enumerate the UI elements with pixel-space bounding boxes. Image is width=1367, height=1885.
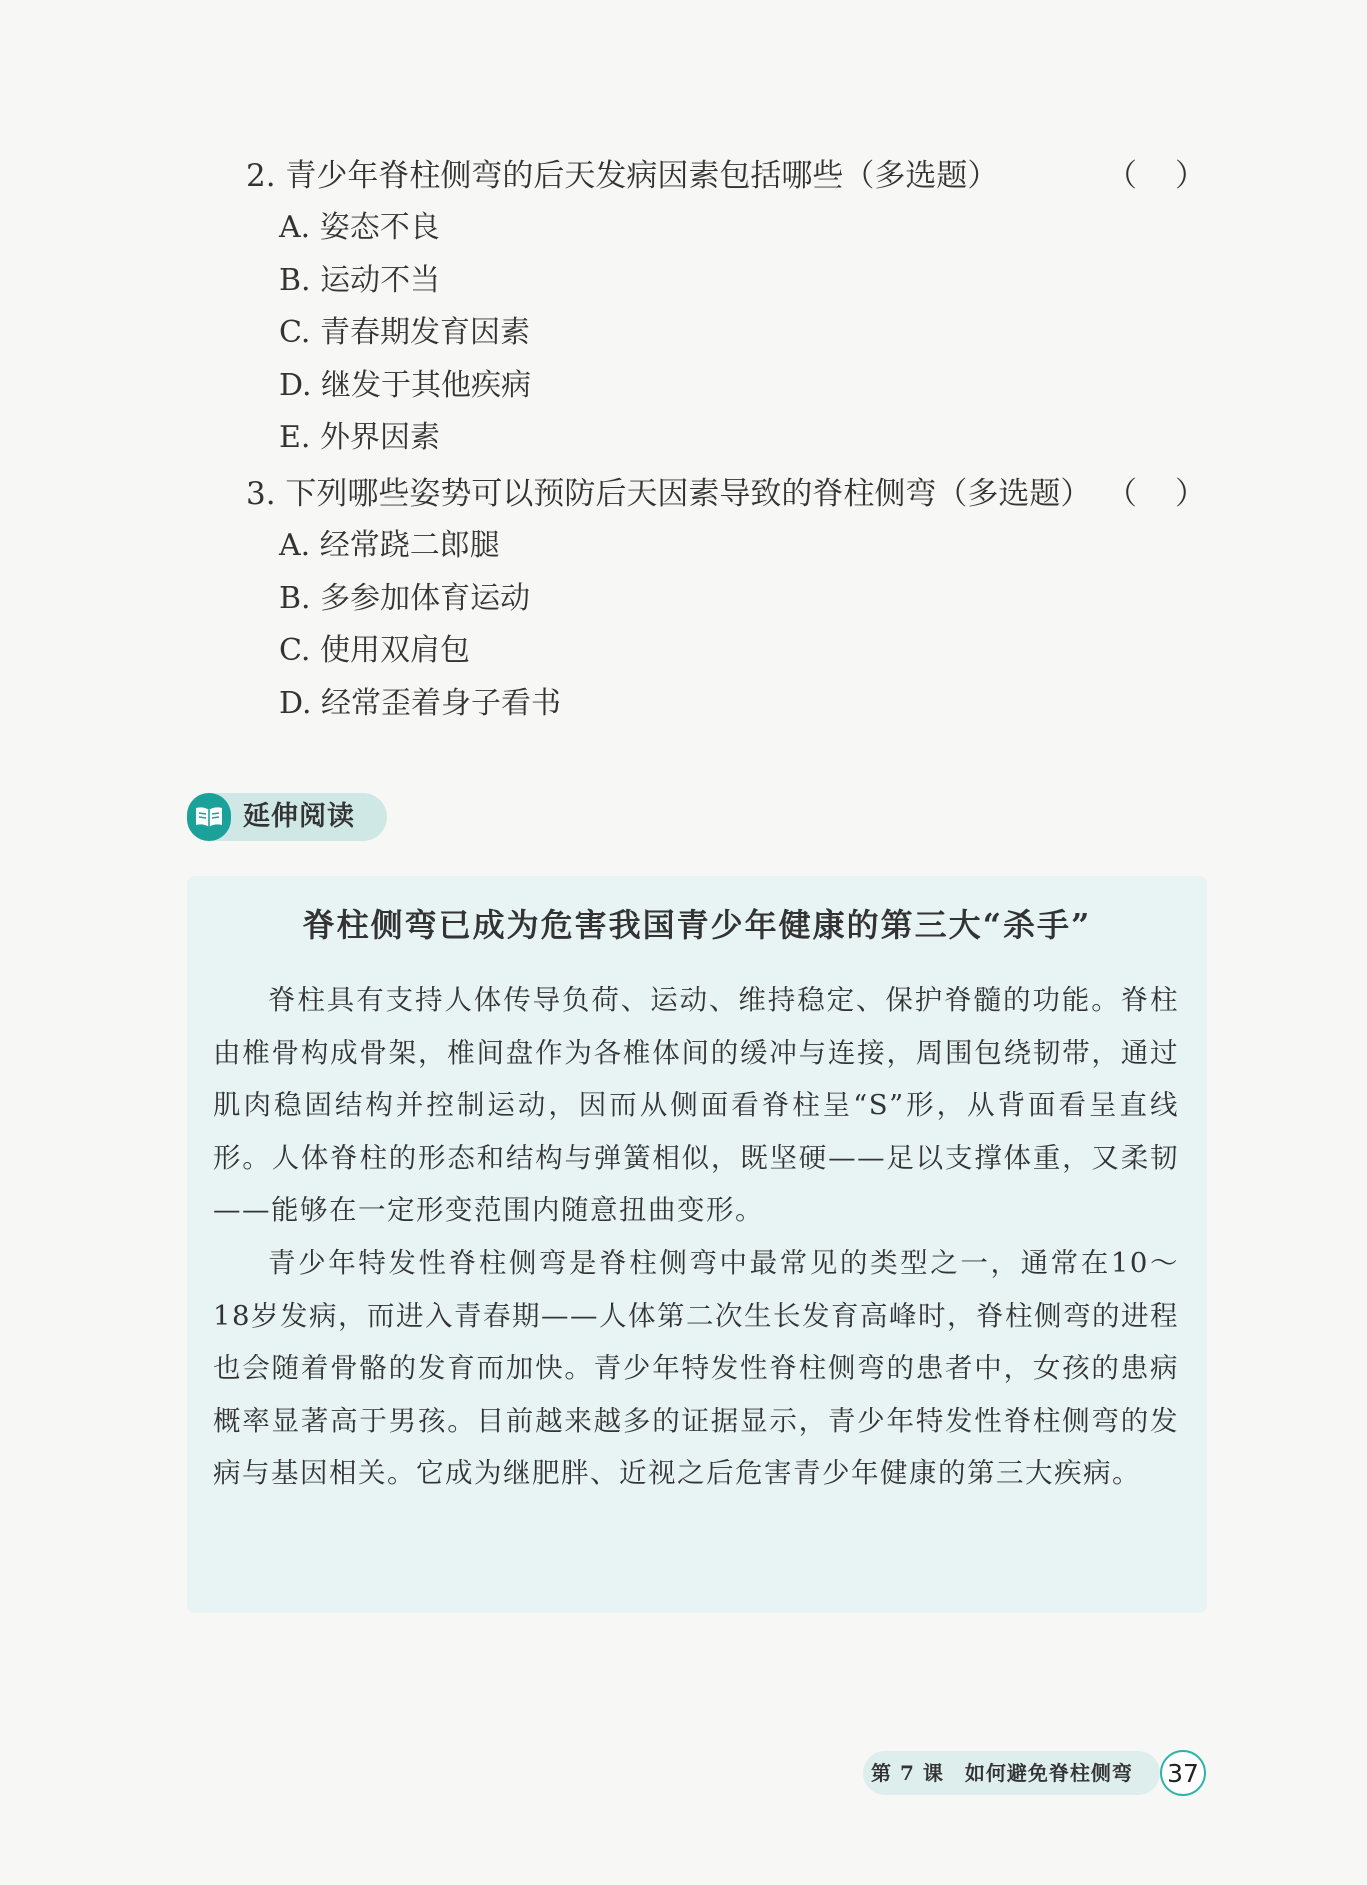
- open-book-icon: [187, 793, 231, 841]
- option-a: A. 姿态不良: [279, 210, 440, 245]
- page-number: 37: [1160, 1750, 1206, 1796]
- extended-reading-badge: [187, 793, 387, 841]
- option-c: C. 青春期发育因素: [279, 315, 530, 350]
- option-d: D. 经常歪着身子看书: [279, 685, 562, 721]
- question-3: [246, 468, 1206, 730]
- question-stem: [246, 150, 1206, 202]
- option-a: A. 经常跷二郎腿: [279, 528, 500, 563]
- option-c: C. 使用双肩包: [279, 633, 470, 668]
- option-b: B. 运动不当: [279, 262, 441, 298]
- answer-blank-open: （: [1106, 158, 1137, 194]
- option-e: E. 外界因素: [279, 420, 440, 455]
- reading-paragraph: 脊柱具有支持人体传导负荷、运动、维持稳定、保护脊髓的功能。脊柱由椎骨构成骨架，椎间盘作为各椎体间的缓冲与连接，周围包绕韧带，通过肌肉稳固结构并控制运动，因而从侧面看脊柱呈“S”形，从背面看呈直线形。人体脊柱的形态和结构与弹簧相似，既坚硬——足以支撑体重，又柔韧——能够在一定形变范围内随意扭曲变形。: [213, 984, 1179, 1227]
- reading-title: 脊柱侧弯已成为危害我国青少年健康的第三大“杀手”: [302, 906, 1092, 944]
- question-stem-text: 3. 下列哪些姿势可以预防后天因素导致的脊柱侧弯（多选题）: [246, 476, 1092, 512]
- answer-blank: [1106, 468, 1206, 520]
- lesson-footer: [863, 1751, 1160, 1795]
- answer-blank-open: （: [1106, 476, 1137, 512]
- reading-paragraph: 青少年特发性脊柱侧弯是脊柱侧弯中最常见的类型之一，通常在10～18岁发病，而进入青春期——人体第二次生长发育高峰时，脊柱侧弯的进程也会随着骨骼的发育而加快。青少年特发性脊柱侧弯的患者中，女孩的患病概率显著高于男孩。目前越来越多的证据显示，青少年特发性脊柱侧弯的发病与基因相关。它成为继肥胖、近视之后危害青少年健康的第三大疾病。: [213, 1246, 1179, 1490]
- question-2: [246, 150, 1206, 465]
- reading-box: [187, 876, 1207, 1613]
- question-stem-text: 2. 青少年脊柱侧弯的后天发病因素包括哪些（多选题）: [246, 158, 999, 194]
- answer-blank: [1106, 150, 1206, 202]
- option-b: B. 多参加体育运动: [279, 580, 531, 616]
- lesson-title: 第 7 课 如何避免脊柱侧弯: [871, 1761, 1133, 1785]
- answer-blank-close: ）: [1175, 158, 1206, 194]
- extended-reading-label: 延伸阅读: [243, 801, 355, 832]
- question-stem: [246, 468, 1206, 520]
- reading-body: [213, 974, 1179, 1500]
- answer-blank-close: ）: [1175, 476, 1206, 512]
- option-d: D. 继发于其他疾病: [279, 367, 532, 403]
